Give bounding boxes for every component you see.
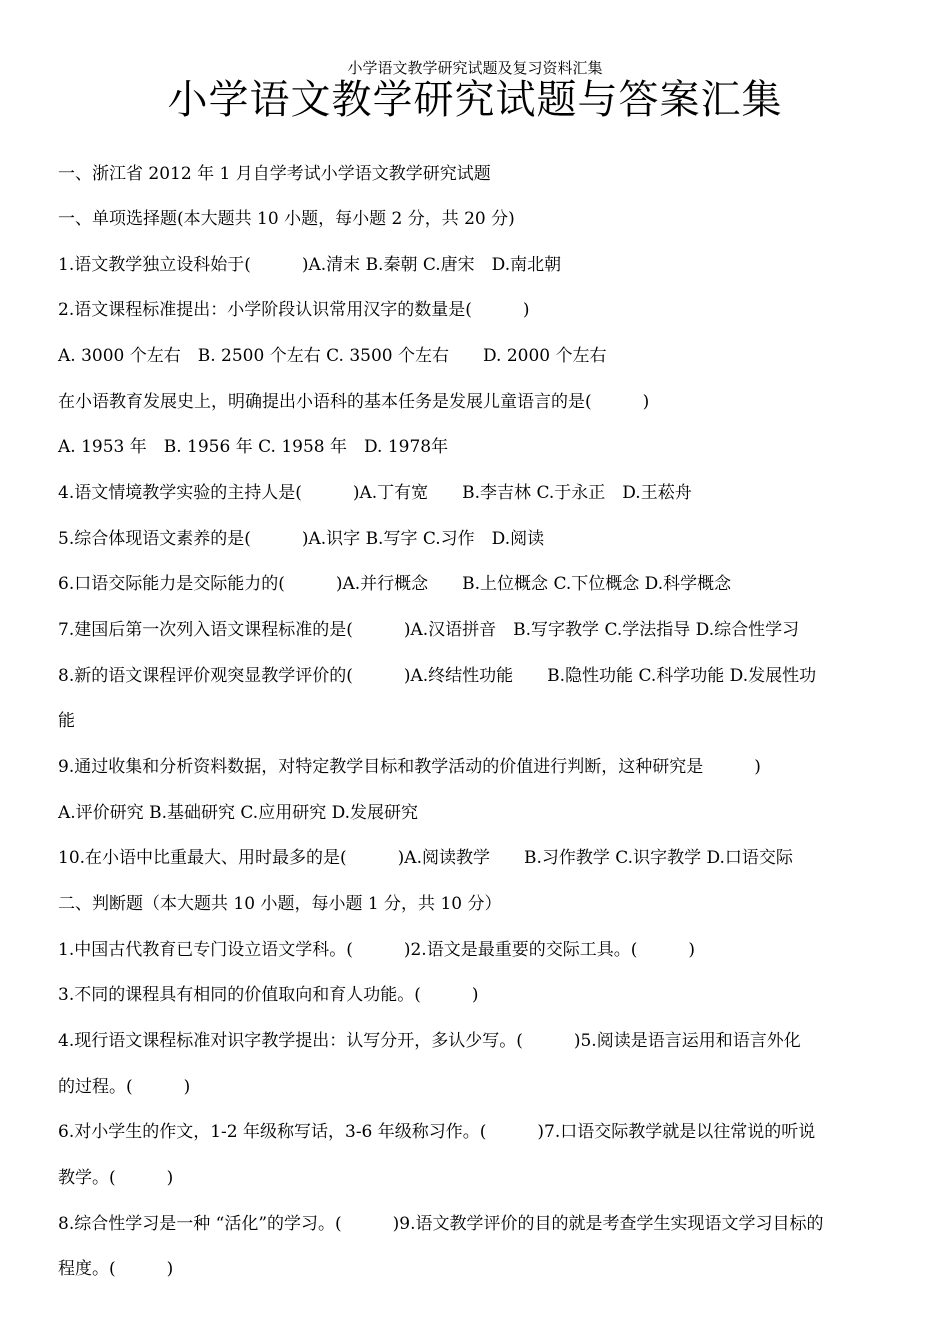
question-line: A.评价研究 B.基础研究 C.应用研究 D.发展研究 xyxy=(58,803,419,823)
question-line: 6.口语交际能力是交际能力的( )A.并行概念 B.上位概念 C.下位概念 D.科学概念 xyxy=(58,574,732,594)
question-line: A. 3000 个左右 B. 2500 个左右 C. 3500 个左右 D. 2000 个左右 xyxy=(58,346,607,366)
document-title: 小学语文教学研究试题与答案汇集 xyxy=(167,77,783,123)
question-line: 3.不同的课程具有相同的价值取向和育人功能。( ) xyxy=(58,985,479,1005)
question-line: 1.语文教学独立设科始于( )A.清末 B.秦朝 C.唐宋 D.南北朝 xyxy=(58,255,562,275)
question-line: 8.新的语文课程评价观突显教学评价的( )A.终结性功能 B.隐性功能 C.科学功能 D.发展性功 xyxy=(58,666,817,686)
question-line: 4.语文情境教学实验的主持人是( )A.丁有宽 B.李吉林 C.于永正 D.王菘舟 xyxy=(58,483,692,503)
question-line: 在小语教育发展史上，明确提出小语科的基本任务是发展儿童语言的是( ) xyxy=(58,392,650,412)
running-header: 小学语文教学研究试题及复习资料汇集 xyxy=(347,59,603,77)
question-line: 1.中国古代教育已专门设立语文学科。( )2.语文是最重要的交际工具。( ) xyxy=(58,940,695,960)
section-heading: 一、单项选择题(本大题共 10 小题，每小题 2 分，共 20 分) xyxy=(58,209,515,229)
question-line: 9.通过收集和分析资料数据，对特定教学目标和教学活动的价值进行判断，这种研究是 ) xyxy=(58,757,761,777)
question-line: 7.建国后第一次列入语文课程标准的是( )A.汉语拼音 B.写字教学 C.学法指导 D.综合性学习 xyxy=(58,620,800,640)
question-line: 的过程。( ) xyxy=(58,1077,191,1097)
question-line: 能 xyxy=(58,711,75,731)
question-line: A. 1953 年 B. 1956 年 C. 1958 年 D. 1978年 xyxy=(58,437,449,457)
question-line: 程度。( ) xyxy=(58,1259,174,1279)
question-line: 2.语文课程标准提出：小学阶段认识常用汉字的数量是( ) xyxy=(58,300,530,320)
question-line: 教学。( ) xyxy=(58,1168,174,1188)
question-line: 5.综合体现语文素养的是( )A.识字 B.写字 C.习作 D.阅读 xyxy=(58,529,545,549)
section-heading: 一、浙江省 2012 年 1 月自学考试小学语文教学研究试题 xyxy=(58,164,491,184)
question-line: 10.在小语中比重最大、用时最多的是( )A.阅读教学 B.习作教学 C.识字教学 D.口语交际 xyxy=(58,848,793,868)
section-heading: 二、判断题（本大题共 10 小题，每小题 1 分，共 10 分） xyxy=(58,894,502,914)
question-line: 4.现行语文课程标准对识字教学提出：认写分开，多认少写。( )5.阅读是语言运用和语言外化 xyxy=(58,1031,801,1051)
question-line: 8.综合性学习是一种 “活化”的学习。( )9.语文教学评价的目的就是考查学生实现语文学习目标的 xyxy=(58,1214,824,1234)
question-line: 6.对小学生的作文，1-2 年级称写话，3-6 年级称习作。( )7.口语交际教学就是以往常说的听说 xyxy=(58,1122,816,1142)
